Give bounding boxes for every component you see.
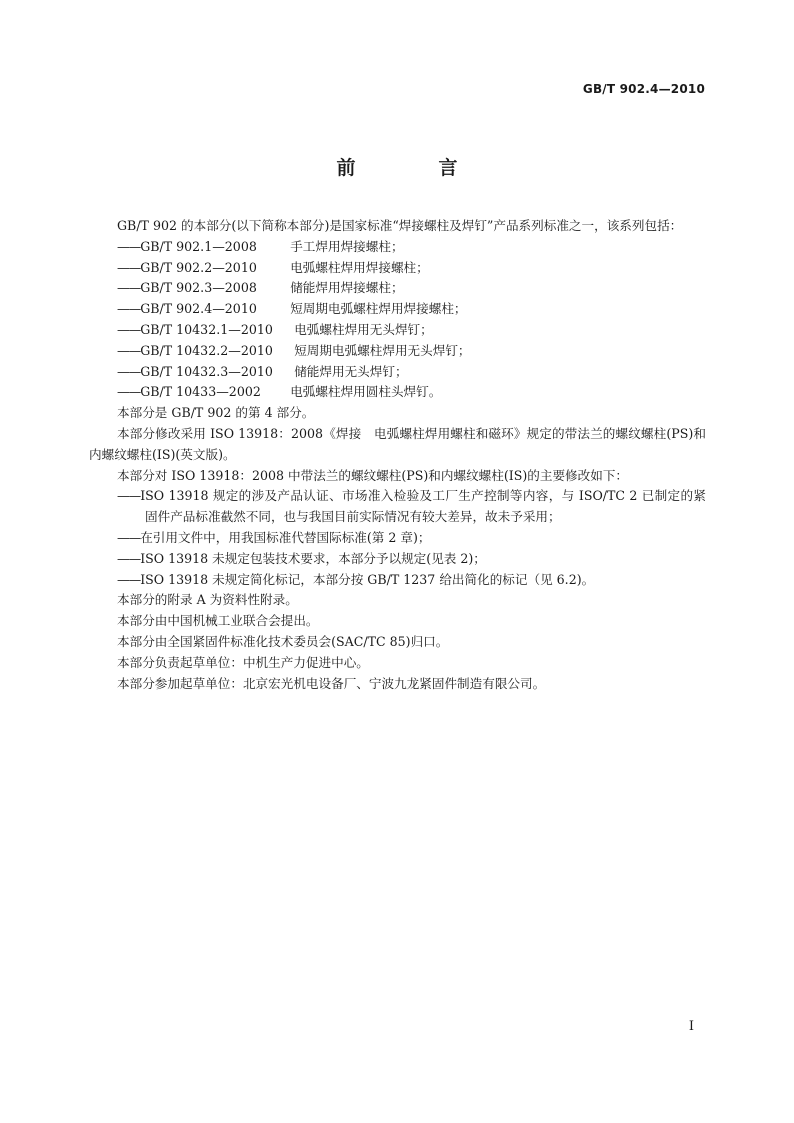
committee-statement: 本部分由全国紧固件标准化技术委员会(SAC/TC 85)归口。 [117,633,449,649]
dash-mark: —— [117,238,141,254]
dash-mark: —— [117,321,141,337]
annex-statement: 本部分的附录 A 为资料性附录。 [117,592,298,608]
dash-mark: —— [117,384,141,400]
dash-mark: —— [117,280,141,296]
modification-text: ISO 13918 未规定包装技术要求，本部分予以规定(见表 2)； [140,550,486,566]
foreword-body [89,216,706,694]
modifications-list [89,486,706,590]
standard-name: 储能焊用无头焊钉； [294,363,408,379]
section-title: 前 言 [336,157,490,179]
standard-name: 电弧螺柱焊用焊接螺柱； [290,259,429,275]
modification-text: 在引用文件中，用我国标准代替国际标准(第 2 章)； [140,529,431,545]
dash-mark: —— [117,342,141,358]
adoption-paragraph: 本部分修改采用 ISO 13918：2008《焊接 电弧螺柱焊用螺柱和磁环》规定的带法兰的螺纹螺柱(PS)和内螺纹螺柱(IS)(英文版)。 [89,425,706,462]
standard-name: 手工焊用焊接螺柱； [290,238,404,254]
standard-code: GB/T 10433—2002 [140,384,261,400]
list-item [89,320,706,341]
participant-statement: 本部分参加起草单位：北京宏光机电设备厂、宁波九龙紧固件制造有限公司。 [117,675,546,691]
proposer-statement: 本部分由中国机械工业联合会提出。 [117,613,319,629]
standard-name: 储能焊用焊接螺柱； [290,280,404,296]
document-code: GB/T 902.4—2010 [582,82,705,96]
dash-mark: —— [117,363,141,379]
standard-code: GB/T 10432.1—2010 [140,321,273,337]
page-number: I [688,1019,694,1034]
series-list [89,237,706,403]
standard-code: GB/T 10432.2—2010 [140,342,273,358]
intro-paragraph: GB/T 902 的本部分(以下简称本部分)是国家标准“焊接螺柱及焊钉”产品系列标准之一，该系列包括： [117,218,683,233]
modifications-intro: 本部分对 ISO 13918：2008 中带法兰的螺纹螺柱(PS)和内螺纹螺柱(IS)的主要修改如下： [117,467,629,483]
list-item [89,362,706,383]
standard-name: 短周期电弧螺柱焊用无头焊钉； [294,342,471,358]
list-item [89,278,706,299]
standard-name: 电弧螺柱焊用圆柱头焊钉。 [290,384,442,400]
standard-code: GB/T 902.4—2010 [140,301,257,317]
standard-name: 电弧螺柱焊用无头焊钉； [294,321,433,337]
dash-mark: —— [117,529,141,545]
standard-code: GB/T 902.2—2010 [140,259,257,275]
dash-mark: —— [117,259,141,275]
drafter-statement: 本部分负责起草单位：中机生产力促进中心。 [117,654,369,670]
list-item [89,341,706,362]
standard-code: GB/T 902.3—2008 [140,280,257,296]
part-statement: 本部分是 GB/T 902 的第 4 部分。 [117,405,315,421]
dash-mark: —— [117,301,141,317]
list-item [89,549,706,570]
standard-code: GB/T 10432.3—2010 [140,363,273,379]
modification-text: ISO 13918 未规定简化标记，本部分按 GB/T 1237 给出简化的标记（见 6.2)。 [140,571,595,587]
list-item [89,258,706,279]
list-item [89,570,706,591]
dash-mark: —— [117,488,141,504]
standard-name: 短周期电弧螺柱焊用焊接螺柱； [290,301,467,317]
list-item [89,382,706,403]
standard-code: GB/T 902.1—2008 [140,238,257,254]
list-item [89,299,706,320]
dash-mark: —— [117,550,141,566]
dash-mark: —— [117,571,141,587]
modification-text: ISO 13918 规定的涉及产品认证、市场准入检验及工厂生产控制等内容，与 ISO/TC 2 已制定的紧固件产品标准截然不同，也与我国目前实际情况有较大差异，故未予采用； [140,488,706,525]
list-item [89,528,706,549]
list-item [89,486,706,528]
list-item [89,237,706,258]
